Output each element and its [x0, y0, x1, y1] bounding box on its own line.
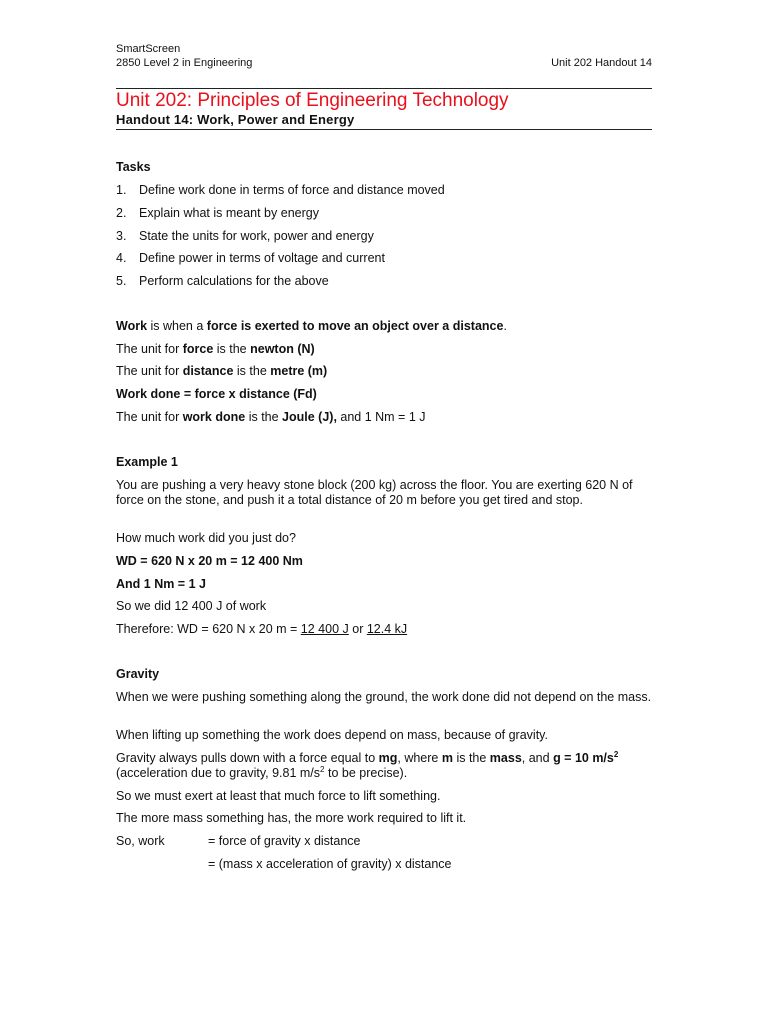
- task-text: Define work done in terms of force and distance moved: [139, 183, 445, 197]
- answer-joules: 12 400 J: [300, 622, 349, 636]
- mass-term: mass: [489, 751, 522, 765]
- so-work-equation: = force of gravity x distance: [208, 834, 361, 848]
- work-done-term: work done: [182, 410, 246, 424]
- gravity-paragraph: When lifting up something the work does depend on mass, because of gravity.: [116, 728, 548, 742]
- text-run: , where: [397, 751, 442, 765]
- text-run: and 1 Nm = 1 J: [336, 410, 426, 424]
- distance-unit: [116, 364, 327, 379]
- text-run: The unit for: [116, 410, 183, 424]
- header-line: [116, 57, 652, 70]
- header-course: 2850 Level 2 in Engineering: [116, 57, 253, 69]
- task-text: Explain what is meant by energy: [139, 206, 319, 220]
- text-run: or: [348, 622, 367, 636]
- task-text: Define power in terms of voltage and current: [139, 251, 385, 265]
- distance-term: distance: [182, 364, 234, 378]
- task-item: [116, 183, 445, 198]
- task-text: Perform calculations for the above: [139, 274, 329, 288]
- task-item: [116, 229, 374, 244]
- example1-paragraph: You are pushing a very heavy stone block (200 kg) across the floor. You are exerting 620 N of force on the stone, and push it a total distance of 20 m before you get tired and stop.: [116, 478, 633, 507]
- work-done-unit: [116, 410, 426, 425]
- force-unit: [116, 342, 315, 357]
- g-value: g = 10 m/s: [553, 751, 614, 765]
- text-run: is the: [213, 342, 251, 356]
- task-item: [116, 251, 385, 266]
- text-run: is the: [245, 410, 283, 424]
- m-term: m: [441, 751, 453, 765]
- text-run: is the: [452, 751, 490, 765]
- header-rule: [116, 88, 652, 89]
- text-run: The unit for: [116, 342, 183, 356]
- text-run: , and: [521, 751, 554, 765]
- task-number: 5.: [116, 274, 127, 288]
- superscript: 2: [613, 750, 619, 759]
- so-work-equation: = (mass x acceleration of gravity) x distance: [208, 857, 452, 871]
- metre-unit: metre (m): [270, 364, 328, 378]
- gravity-paragraph: The more mass something has, the more work required to lift it.: [116, 811, 467, 825]
- gravity-paragraph: So we must exert at least that much force to lift something.: [116, 789, 441, 803]
- text-run: is the: [233, 364, 271, 378]
- task-item: [116, 274, 329, 289]
- superscript: 2: [320, 765, 325, 774]
- page-title: Unit 202: Principles of Engineering Technology: [116, 90, 509, 111]
- example1-calculation: WD = 620 N x 20 m = 12 400 Nm: [116, 554, 303, 568]
- example1-heading: Example 1: [116, 455, 178, 469]
- task-number: 1.: [116, 183, 127, 197]
- gravity-heading: Gravity: [116, 667, 160, 681]
- title-rule: [116, 129, 652, 130]
- work-definition: [116, 319, 507, 334]
- text-run: is when a: [147, 319, 207, 333]
- example1-conversion: And 1 Nm = 1 J: [116, 577, 206, 591]
- task-text: State the units for work, power and energy: [139, 229, 374, 243]
- example1-therefore: [116, 622, 407, 637]
- work-definition-bold: force is exerted to move an object over a distance: [206, 319, 504, 333]
- task-number: 2.: [116, 206, 127, 220]
- header-ref: Unit 202 Handout 14: [551, 57, 652, 69]
- so-work-label: So, work: [116, 834, 165, 848]
- work-term: Work: [116, 319, 148, 333]
- so-work-line: [116, 834, 652, 849]
- mg-term: mg: [378, 751, 398, 765]
- gravity-force-paragraph: [116, 751, 652, 781]
- example1-question: How much work did you just do?: [116, 531, 296, 545]
- text-run: The unit for: [116, 364, 183, 378]
- gravity-paragraph: When we were pushing something along the ground, the work done did not depend on the mass.: [116, 690, 652, 704]
- force-term: force: [182, 342, 214, 356]
- newton-unit: newton (N): [250, 342, 315, 356]
- text-run: Therefore: WD = 620 N x 20 m =: [116, 622, 301, 636]
- text-run: to be precise).: [324, 766, 408, 780]
- task-number: 4.: [116, 251, 127, 265]
- header-org: SmartScreen: [116, 43, 181, 55]
- task-item: [116, 206, 319, 221]
- example1-result: So we did 12 400 J of work: [116, 599, 267, 613]
- text-run: .: [503, 319, 507, 333]
- text-run: Gravity always pulls down with a force equal to: [116, 751, 379, 765]
- text-run: (acceleration due to gravity, 9.81 m/s: [116, 766, 321, 780]
- tasks-heading: Tasks: [116, 160, 151, 174]
- work-formula: Work done = force x distance (Fd): [116, 387, 317, 401]
- task-number: 3.: [116, 229, 127, 243]
- joule-unit: Joule (J),: [282, 410, 337, 424]
- answer-kilojoules: 12.4 kJ: [366, 622, 408, 636]
- page-subtitle: Handout 14: Work, Power and Energy: [116, 112, 355, 127]
